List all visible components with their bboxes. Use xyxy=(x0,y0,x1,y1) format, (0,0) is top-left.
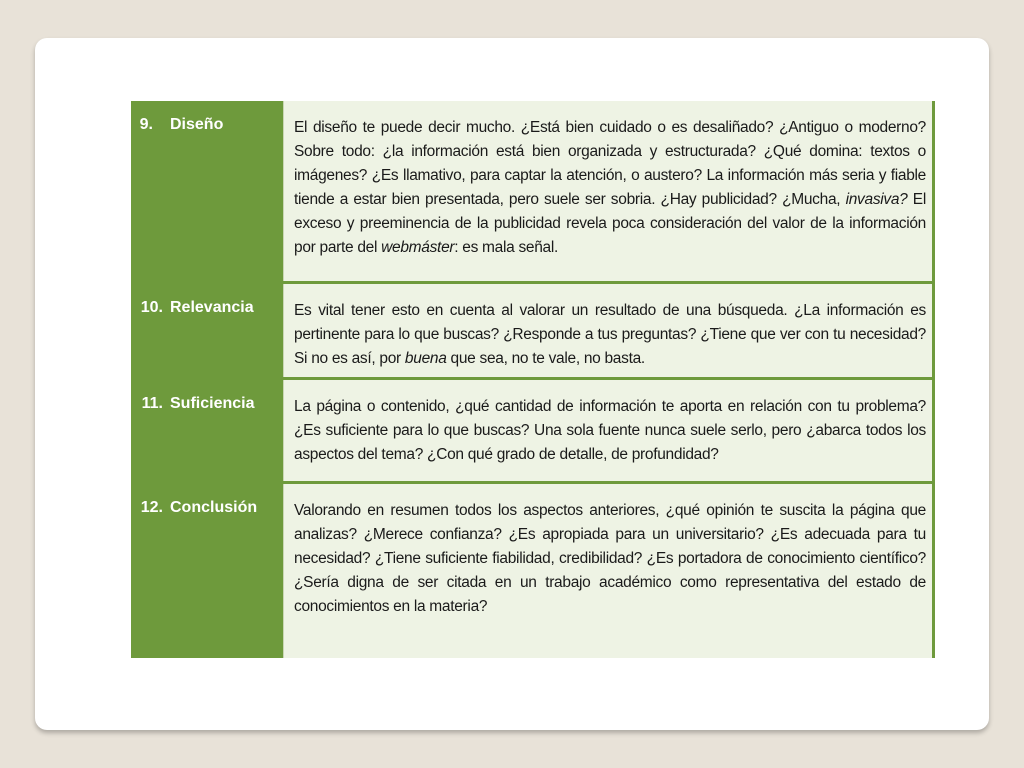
description-text: Valorando en resumen todos los aspectos anteriores, ¿qué opinión te suscita la página que analizas? ¿Merece confianza? ¿Es apropiada para un universitario? ¿Es adecuada para tu necesidad? ¿Tiene suficiente fiabilidad, credibilidad? ¿Es portadora de conocimiento científico? ¿Sería digna de ser citada en un trabajo académico como representativa del estado de conocimientos en la materia? xyxy=(294,502,926,615)
emphasized-text: webmáster xyxy=(381,239,455,256)
criterion-header-cell xyxy=(131,101,283,281)
criterion-name: Suficiencia xyxy=(170,395,255,412)
table-row xyxy=(131,380,935,484)
criterion-description xyxy=(283,380,935,481)
table-row xyxy=(131,101,935,284)
table-right-border xyxy=(932,101,935,658)
description-text: que sea, no te vale, no basta. xyxy=(446,350,645,367)
criterion-description xyxy=(283,284,935,377)
criterion-name: Diseño xyxy=(170,116,224,133)
description-text: La página o contenido, ¿qué cantidad de información te aporta en relación con tu problema? ¿Es suficiente para lo que buscas? Una sola fuente nunca suele serlo, pero ¿abarca todos los aspectos del tema? ¿Con qué grado de detalle, de profundidad? xyxy=(294,398,926,463)
criterion-number: 10. xyxy=(140,299,163,316)
criterion-header-cell xyxy=(131,380,283,481)
criterion-name: Relevancia xyxy=(170,299,254,316)
table-row xyxy=(131,484,935,658)
criterion-header-cell xyxy=(131,284,283,377)
emphasized-text: buena xyxy=(404,350,447,367)
table-row xyxy=(131,284,935,380)
criterion-description xyxy=(283,484,935,658)
criterion-number: 12. xyxy=(140,499,163,516)
description-text: : es mala señal. xyxy=(454,239,559,256)
description-text: El exceso y preeminencia de la publicidad revela poca consideración del valor de la información por parte del xyxy=(294,191,926,256)
criterion-header-cell xyxy=(131,484,283,658)
emphasized-text: invasiva? xyxy=(845,191,908,208)
criterion-name: Conclusión xyxy=(170,499,258,516)
criterion-number: 11. xyxy=(141,395,163,412)
criterion-description xyxy=(283,101,935,281)
criterion-number: 9. xyxy=(139,116,153,133)
criteria-table xyxy=(131,101,935,658)
description-text: Es vital tener esto en cuenta al valorar un resultado de una búsqueda. ¿La información es pertinente para lo que buscas? ¿Responde a tus preguntas? ¿Tiene que ver con tu necesidad? Si no es así, por xyxy=(294,302,926,367)
description-text: El diseño te puede decir mucho. ¿Está bien cuidado o es desaliñado? ¿Antiguo o moderno? Sobre todo: ¿la información está bien organizada y estructurada? ¿Qué domina: textos o imágenes? ¿Es llamativo, para captar la atención, o austero? La información más seria y fiable tiende a estar bien presentada, pero suele ser sobria. ¿Hay publicidad? ¿Mucha, xyxy=(294,119,926,208)
